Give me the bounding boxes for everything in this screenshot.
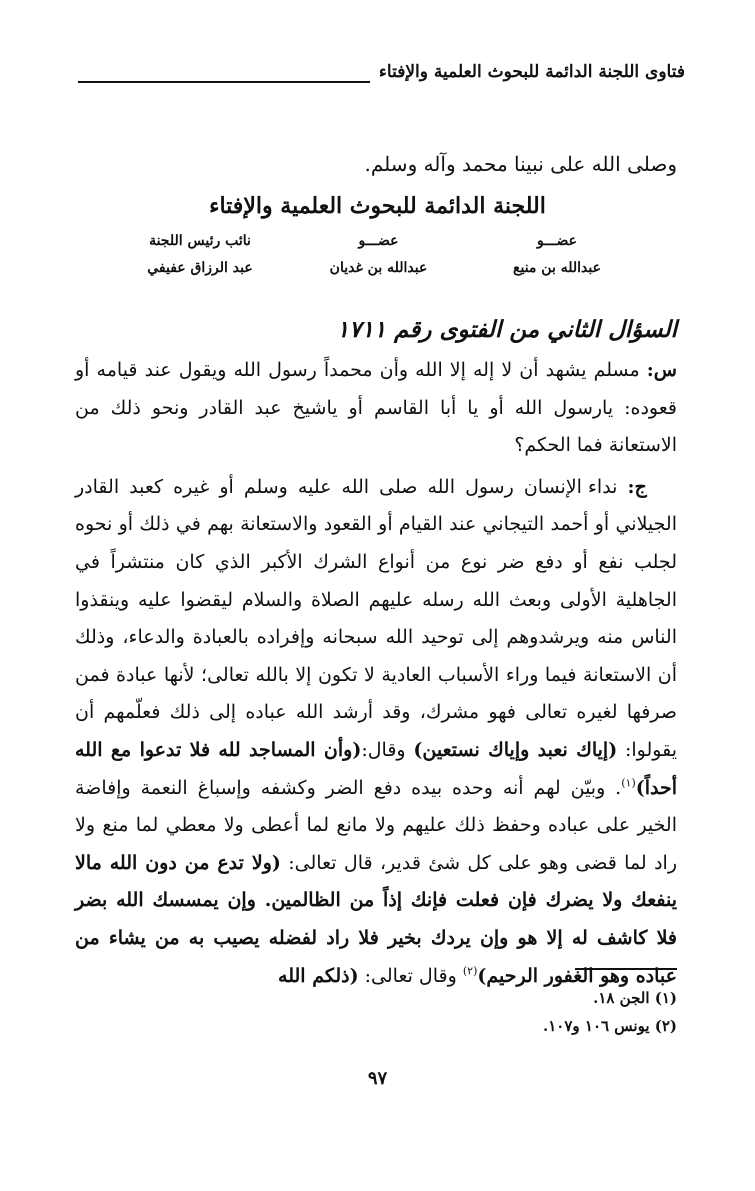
answer-text: نداء الإنسان رسول الله صلى الله عليه وسلم أو غيره كعبد القادر الجيلاني أو أحمد التيجاني عند القيام أو القعود والاستعانة بهم في ذلك أو نحوه لجلب نفع أو دفع ضر نوع من أنواع الشرك الأكبر الذي كان منتشراً في الجاهلية الأولى وبعث الله رسله عليهم الصلاة والسلام ليقضوا عليه وينقذوا الناس منه ويرشدوهم إلى توحيد الله سبحانه وإفراده بالعبادة والدعاء، وذلك أن الاستعانة فيما وراء الأسباب العادية لا تكون إلا بالله تعالى؛ لأنها عبادة فمن صرفها لغيره تعالى فهو مشرك، وقد أرشد الله عباده إلى ذلك فعلّمهم أن يقولوا:	[75, 475, 678, 761]
committee-members	[130, 228, 627, 292]
quran-verse: (وأن المساجد لله فلا تدعوا مع الله أحداً)	[75, 738, 677, 799]
header-rule	[78, 81, 370, 83]
member-role: عضـــو	[358, 233, 399, 249]
member-signature	[487, 228, 627, 276]
answer-text: وقال تعالى:	[364, 964, 457, 987]
member-name: عبدالله بن منيع	[513, 260, 601, 276]
member-role: عضـــو	[536, 233, 578, 249]
quran-verse: (ولا تدع من دون الله مالا ينفعك ولا يضرك فإن فعلت فإنك إذاً من الظالمين. وإن يمسسك الله بضر فلا كاشف له إلا هو وإن يردك بخير فلا راد لفضله يصيب به من يشاء من عباده وهو الغفور الرحيم)	[75, 851, 677, 987]
footnote: (٢) يونس ١٠٦ و١٠٧.	[543, 1017, 677, 1035]
footnotes	[543, 984, 677, 1040]
footnote-ref: (١)	[621, 776, 636, 790]
question-text: مسلم يشهد أن لا إله إلا الله وأن محمداً رسول الله ويقول عند قيامه أو قعوده: يارسول الله أو يا أبا القاسم أو ياشيخ عبد القادر ونحو ذلك من الاستعانة فما الحكم؟	[75, 359, 677, 457]
committee-name: اللجنة الدائمة للبحوث العلمية والإفتاء	[209, 193, 546, 219]
answer-label: ج:	[627, 475, 647, 498]
page-number: ٩٧	[367, 1068, 388, 1089]
running-header	[78, 62, 685, 88]
footnote: (١) الجن ١٨.	[593, 989, 677, 1007]
question-label: س:	[646, 359, 677, 381]
footnote-ref: (٢)	[462, 964, 478, 978]
answer-text: وقال:	[361, 738, 406, 761]
fatwa-body	[75, 352, 677, 995]
member-signature	[309, 228, 449, 276]
member-role: نائب رئيس اللجنة	[149, 233, 251, 249]
answer-paragraph	[75, 469, 677, 995]
footnote-rule	[575, 968, 677, 970]
member-signature	[130, 228, 270, 276]
member-name: عبد الرزاق عفيفي	[147, 260, 253, 276]
quran-verse: (إياك نعبد وإياك نستعين)	[413, 738, 618, 761]
answer-text: . وبيّن لهم أنه وحده بيده دفع الضر وكشفه وإسباغ النعمة وإفاضة الخير على عباده وحفظ ذلك عليهم ولا مانع لما أعطى ولا معطي لما منع ولا راد لما قضى وهو على كل شئ قدير، قال تعالى:	[75, 776, 677, 874]
question-paragraph	[75, 352, 677, 465]
closing-prayer: وصلى الله على نبينا محمد وآله وسلم.	[364, 152, 677, 176]
question-title: السؤال الثاني من الفتوى رقم ١٧١١	[336, 316, 677, 343]
running-title: فتاوى اللجنة الدائمة للبحوث العلمية والإفتاء	[378, 62, 685, 82]
member-name: عبدالله بن غديان	[329, 260, 428, 276]
quran-verse: (ذلكم الله	[278, 964, 359, 987]
